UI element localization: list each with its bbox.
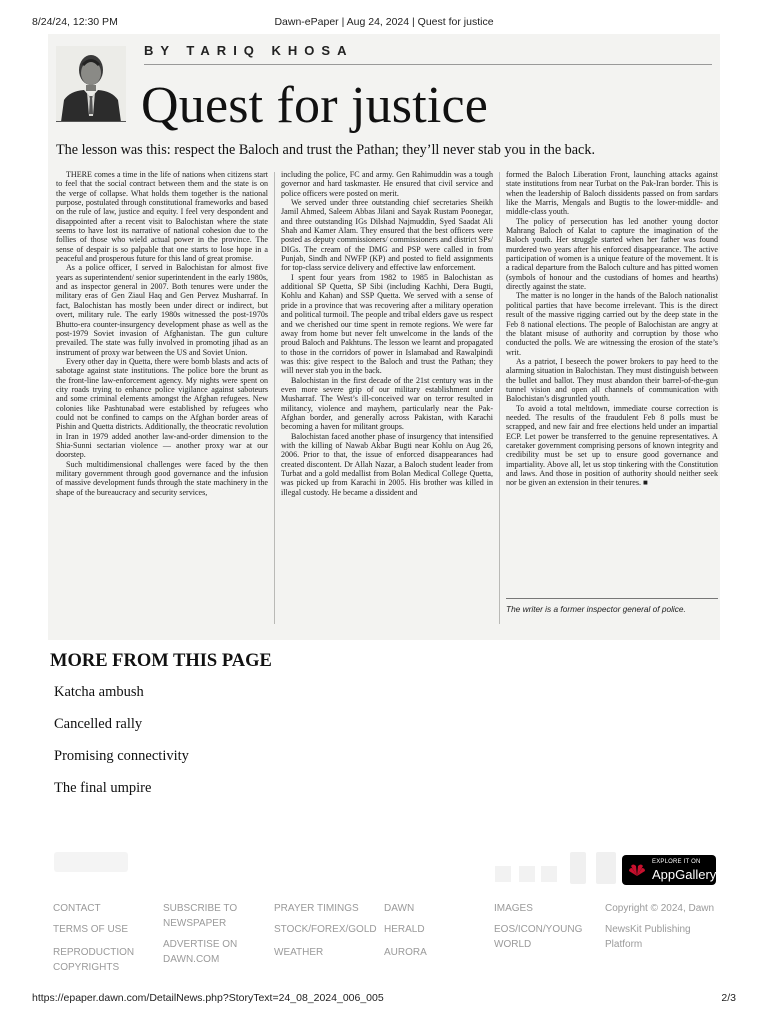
standfirst: The lesson was this: respect the Baloch and trust the Pathan; they’ll never stab you in the back. — [56, 142, 595, 158]
footer-link-subscribe[interactable]: SUBSCRIBE TO NEWSPAPER — [163, 903, 238, 929]
headline: Quest for justice — [141, 77, 489, 134]
footer-link-stock[interactable]: STOCK/FOREX/GOLD — [274, 924, 377, 935]
footer-link-terms[interactable]: TERMS OF USE — [53, 924, 129, 935]
column-divider — [274, 172, 275, 624]
footer-link-images[interactable]: IMAGES — [494, 903, 533, 914]
writer-note: The writer is a former inspector general of police. — [506, 604, 686, 614]
footer-link-herald[interactable]: HERALD — [384, 924, 425, 935]
footer-link-advertise[interactable]: ADVERTISE ON DAWN.COM — [163, 939, 238, 965]
paragraph: As a police officer, I served in Balochistan for almost five years as superintendent/ senior superintendent in the early 1980s, and as inspector general in 2007. Both tenures were under the military eras of Gen Ziaul Haq and Gen Pervez Musharraf. In fact, Balochistan has mostly been under direct or indirect, but overt, military rule. The early 1980s witnessed the post-1970s Bhutto-era counter-insurgency development phase as well as the post-1979 Soviet invasion of Afghanistan. The gun culture prevailed. The state was fully involved in promoting jihad as an instrument of proxy war between the US and Soviet Union. — [56, 263, 268, 357]
article-column-3 — [506, 170, 718, 592]
print-title: Dawn-ePaper | Aug 24, 2024 | Quest for justice — [274, 16, 494, 28]
paragraph: I spent four years from 1982 to 1985 in Balochistan as additional SP Quetta, SP Sibi (including Kachhi, Dera Bugti, Kohlu and Kahan) and SSP Quetta. We served with a sense of pride in a province that was recovering after a military operation and political turmoil. The people and tribal elders gave us respect and we cherished our time spent in remote regions. We were far away from home but never felt unwelcome in the lands of the proud Baloch and Pakhtuns. The lesson we learnt and propagated to those in the corridors of power in Islamabad and Rawalpindi was this: give respect to the Baloch and trust the Pathan; they will never stab you in the back. — [281, 272, 493, 376]
more-link-katcha-ambush[interactable]: Katcha ambush — [54, 684, 144, 700]
platform-text: NewsKit Publishing Platform — [605, 924, 691, 950]
paragraph: We served under three outstanding chief secretaries Sheikh Jamil Ahmed, Saleem Abbas Jilani and Sayak Rustam Poonegar, and three outstanding IGs Dilshad Najmuddin, Syed Saadat Ali Shah and Kamer Alam. They ensured that the best officers were posted as deputy commissioners/ commissioners and district SPs/ DIGs. The cream of the DMG and PSP were called in from Punjab, Sindh and NWFP (KP) and posted to field assignments for top-class service delivery and effective law enforcement. — [281, 198, 493, 273]
paragraph: formed the Baloch Liberation Front, launching attacks against state institutions from near Turbat on the Pak-Iran border. This is when the leadership of Baloch dissidents passed on from sardars like the Marris, Mengals and Bugtis to the lower-middle- and middle-class youth. — [506, 170, 718, 217]
footer-link-dawn[interactable]: DAWN — [384, 903, 415, 914]
footer-link-reproduction[interactable]: REPRODUCTION COPYRIGHTS — [53, 947, 135, 973]
byline: BY TARIQ KHOSA — [144, 43, 354, 58]
footer-link-contact[interactable]: CONTACT — [53, 903, 101, 914]
writer-divider — [506, 598, 718, 599]
faded-device-icon — [568, 850, 618, 886]
badge-small-text: EXPLORE IT ON — [652, 859, 701, 865]
paragraph: including the police, FC and army. Gen Rahimuddin was a tough governor and hard taskmaster. He ensured that civil service and police officers were posted on merit. — [281, 170, 493, 198]
paragraph: Such multidimensional challenges were faced by the then military government through good governance and the infusion of massive development funds through the state machinery in the shape of the bureaucracy and security services, — [56, 459, 268, 497]
print-url: https://epaper.dawn.com/DetailNews.php?StoryText=24_08_2024_006_005 — [32, 992, 384, 1004]
faded-device-icons — [568, 850, 618, 891]
article-body — [56, 170, 718, 626]
print-page-number: 2/3 — [721, 992, 736, 1004]
copyright-text: Copyright © 2024, Dawn — [605, 903, 715, 914]
huawei-logo-icon — [628, 862, 646, 878]
print-header — [32, 16, 736, 30]
author-portrait — [56, 46, 126, 122]
paragraph: THERE comes a time in the life of nations when citizens start to feel that the social contract between them and the state is on the verge of collapse. What holds them together is the national purpose, postulated through constitutional frameworks and based on the rule of law, justice and equity. I feel very despondent and disappointed after a recent visit to Balochistan where the state seems to have lost its narrative of national cohesion due to the follies of those who wield actual power in the province. The sense of despair is so palpable that one starts to lose hope in a peaceful and prosperous future for this land of great promise. — [56, 170, 268, 264]
faded-dawn-logo — [54, 848, 134, 883]
more-link-final-umpire[interactable]: The final umpire — [54, 780, 152, 796]
paragraph: Balochistan in the first decade of the 21st century was in the even more severe grip of our military establishment under Musharraf. The West’s ill-conceived war on terror resulted in militancy, violence and mayhem, particularly near the Pak-Afghan border, and generally across Pakistan, with Karachi becoming a haven for militant groups. — [281, 375, 493, 432]
paragraph: The policy of persecution has led another young doctor Mahrang Baloch of Kalat to capture the imagination of the Baloch youth. Her struggle started when her father was found murdered two years after his enforced disappearance. The active participation of women is a unique feature of the movement. It is a radical departure from the Baloch culture and has pitted women (symbols of honour and the custodians of homes and hearths) directly against the state. — [506, 216, 718, 292]
more-link-cancelled-rally[interactable]: Cancelled rally — [54, 716, 143, 732]
print-date: 8/24/24, 12:30 PM — [32, 16, 118, 28]
column-divider — [499, 172, 500, 624]
paragraph: Balochistan faced another phase of insurgency that intensified with the killing of Nawab Akbar Bugti near Kohlu on Aug 26, 2006. Prior to that, the issue of enforced disappearances had created discontent. Dr Allah Nazar, a Baloch student leader from Turbat and a gold medallist from Bolan Medical College Quetta, was picked up from Karachi in 2005. His brother was killed in illegal custody. He became a dissident and — [281, 431, 493, 497]
badge-big-text: AppGallery — [652, 867, 717, 882]
byline-rule — [144, 64, 712, 65]
paragraph: To avoid a total meltdown, immediate course correction is needed. The results of the fraudulent Feb 8 polls must be scrapped, and new fair and free elections held under an impartial ECP. Let power be transferred to the genuine representatives. A caretaker government comprising persons of known integrity and credibility must be set up to ensure good governance and impartiality. Above all, let us stop tinkering with the Constitution and laws. And those in position of authority should neither seek nor be given an extension in their tenures. ■ — [506, 403, 718, 488]
footer-link-prayer-timings[interactable]: PRAYER TIMINGS — [274, 903, 359, 914]
appgallery-badge-button[interactable] — [622, 855, 716, 885]
paragraph: The matter is no longer in the hands of the Baloch nationalist political parties that have become irrelevant. This is the direct result of the massive rigging carried out by the deep state in the Feb 8 national elections. The people of Balochistan are angry at the blatant misuse of authority and corruption by those who conducted the polls. We are witnessing the erosion of the state’s writ. — [506, 291, 718, 357]
paragraph: Every other day in Quetta, there were bomb blasts and acts of sabotage against state institutions. The police bore the brunt as the front-line law-enforcement agency. My nights were spent on city roads trying to enhance police vigilance against saboteurs and some criminal elements amongst the Afghan refugees. New colonies like Pashtunabad were established by refugees who could not be confined to camps on the Afghan border areas of Pishin and Quetta districts. Additionally, the theocratic revolution in Iran in 1979 added another law-and-order dimension to the Shia-Sunni sectarian violence — another proxy war at our doorstep. — [56, 356, 268, 460]
paragraph: As a patriot, I beseech the power brokers to pay heed to the alarming situation in Balochistan. They must distinguish between the bullet and ballot. They must abandon their barrel-of-the-gun tunnel vision and open all channels of communication with Balochistan’s disgruntled youth. — [506, 356, 718, 404]
article-column-1 — [56, 170, 268, 626]
author-portrait-icon — [56, 46, 126, 122]
more-from-page-heading: MORE FROM THIS PAGE — [50, 651, 272, 671]
article-column-2 — [281, 170, 493, 626]
article-clipping — [48, 34, 720, 640]
footer-link-eos[interactable]: EOS/ICON/YOUNG WORLD — [494, 924, 583, 950]
footer-link-aurora[interactable]: AURORA — [384, 947, 427, 958]
footer-link-weather[interactable]: WEATHER — [274, 947, 324, 958]
print-footer — [32, 992, 736, 1006]
faded-logo-icon — [54, 848, 134, 876]
more-link-promising-connectivity[interactable]: Promising connectivity — [54, 748, 189, 764]
